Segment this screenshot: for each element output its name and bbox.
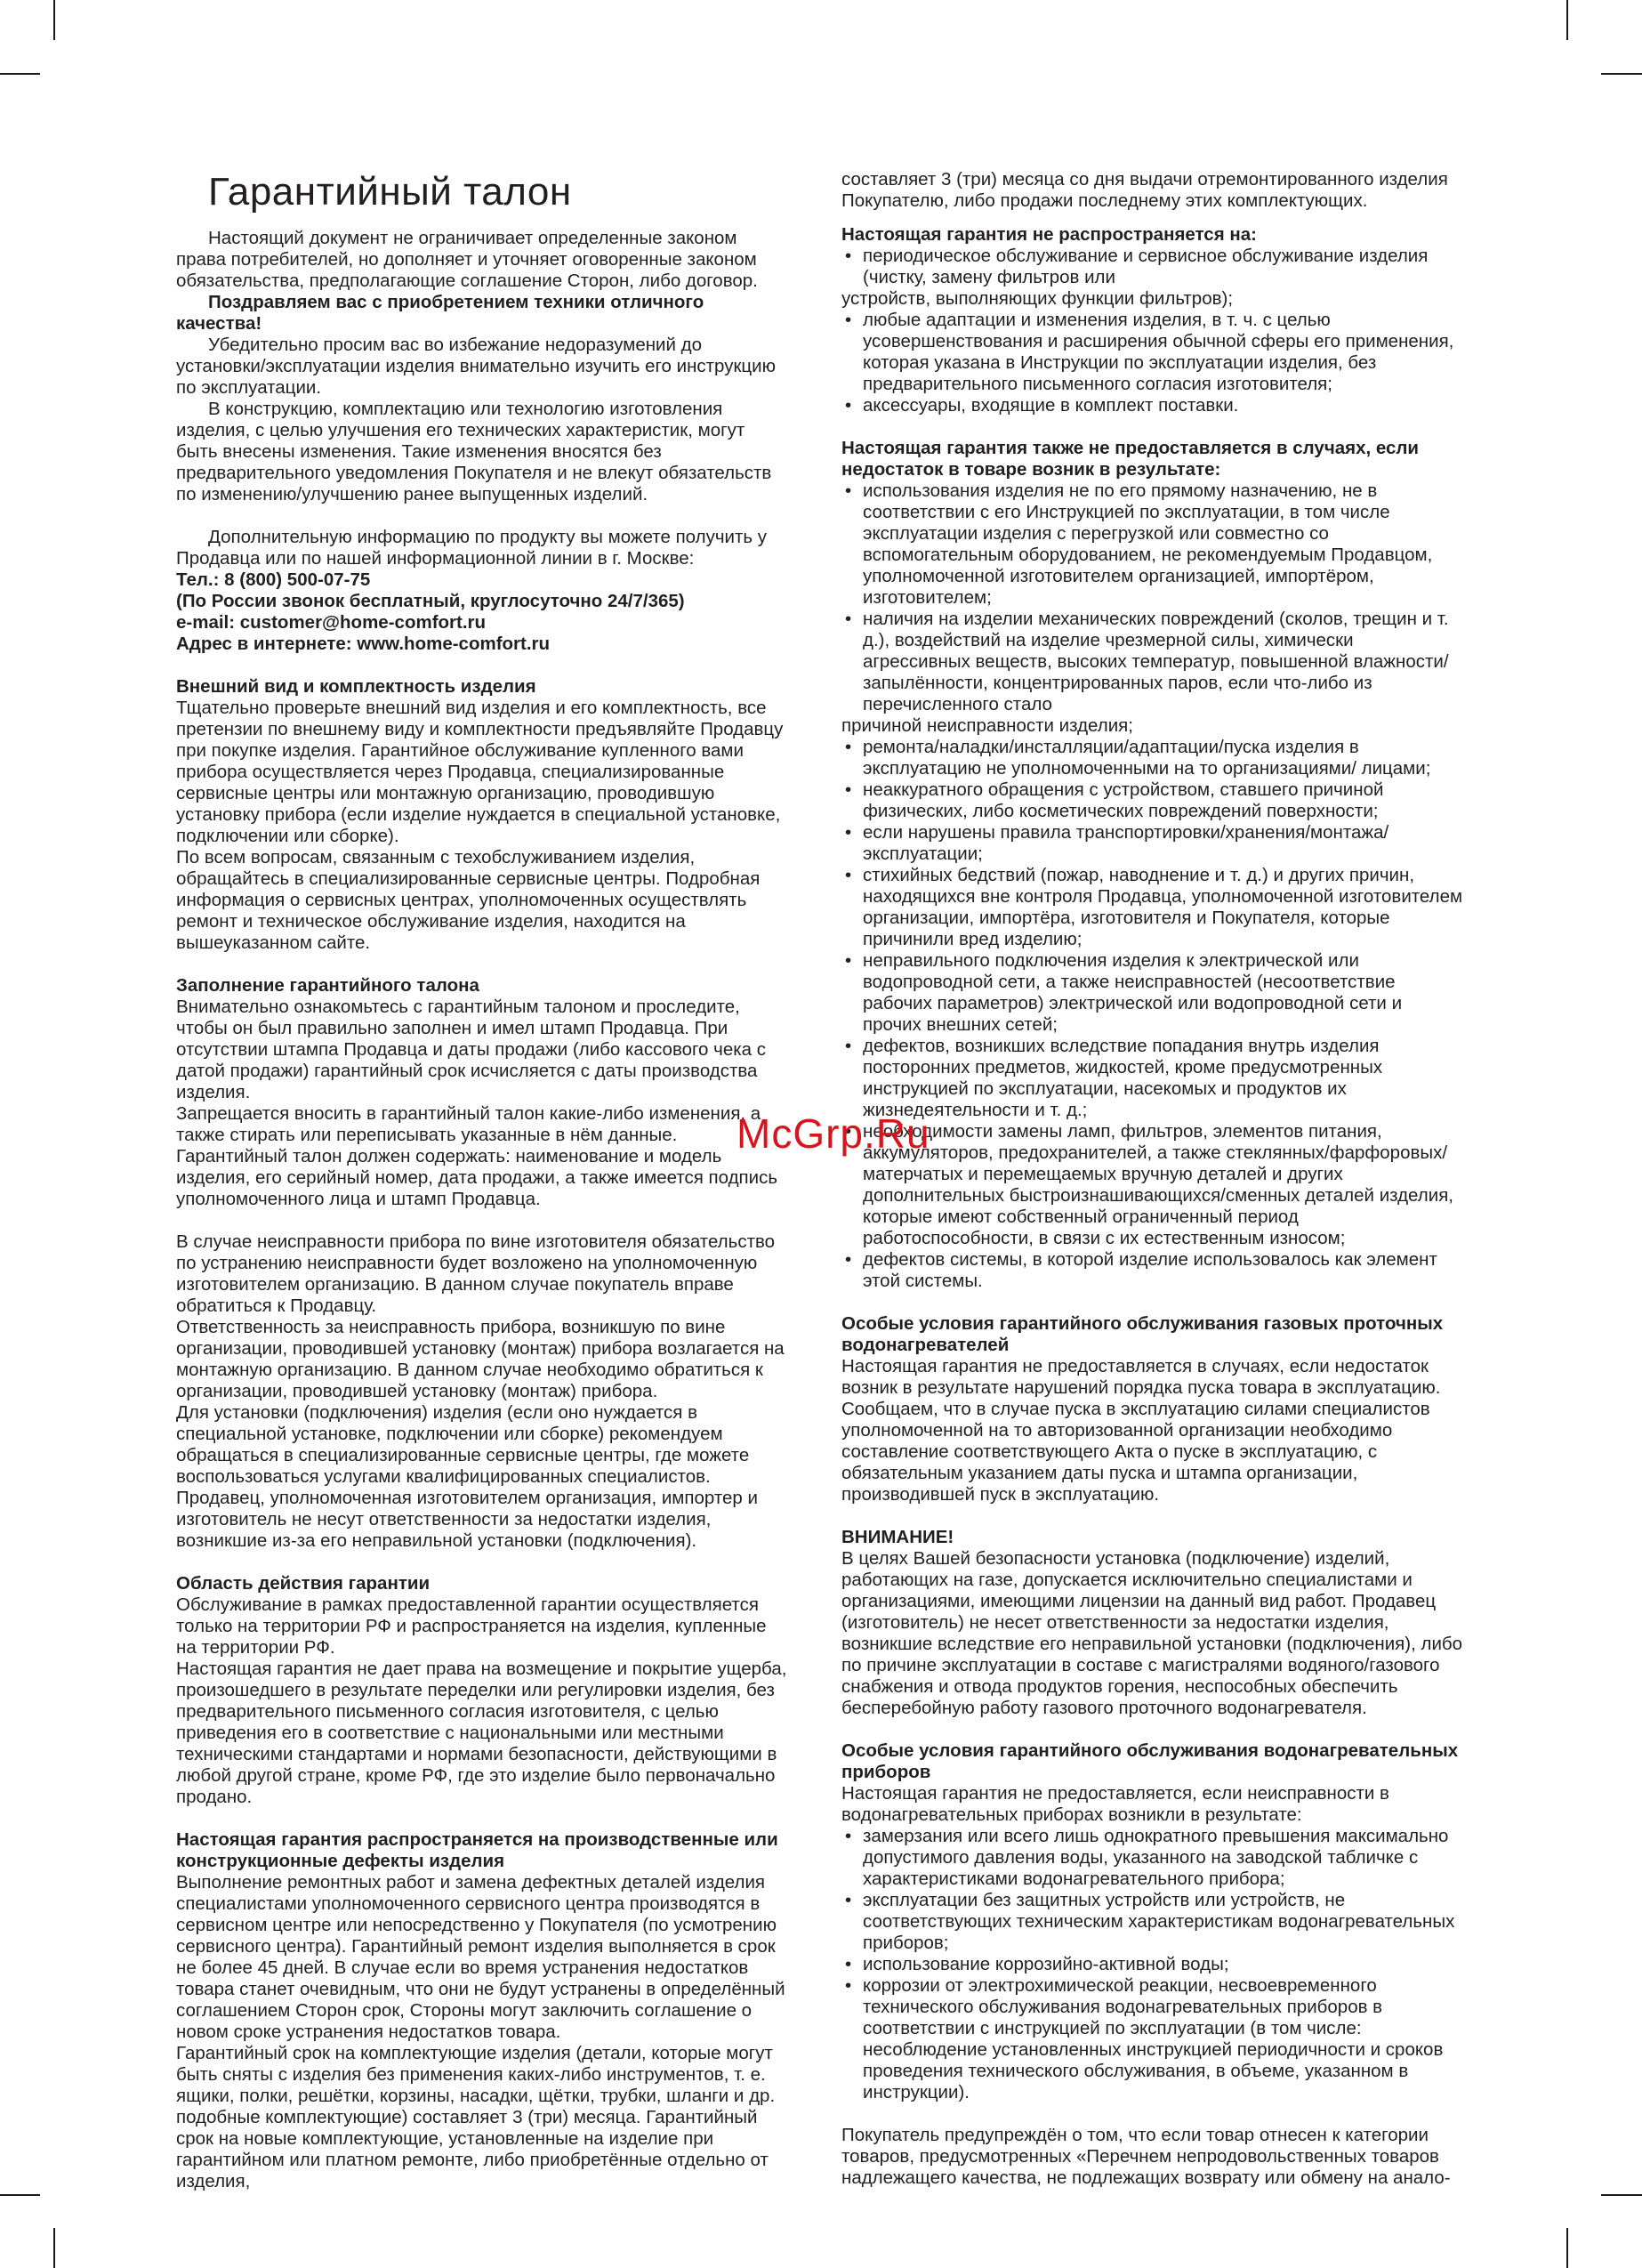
crop-mark — [0, 2194, 40, 2196]
section-paragraph: Для установки (подключения) изделия (если оно нуждается в специальной установке, подключении или сборке) рекомендуем обращаться в специализированные сервисные центры, где можете воспользоваться услугами квалифицированных специалистов. Продавец, уполномоченная изготовителем организация, импортер и изготовитель не несут ответственности за недостатки изделия, возникшие из-за его неправильной установки (подключения). — [176, 1402, 758, 1551]
list-item: • ремонта/наладки/инсталляции/адаптации/пуска изделия в эксплуатацию не уполномоченными на то организациями/ лицами; — [841, 737, 1464, 779]
section-paragraph: Настоящая гарантия не предоставляется, если неисправности в водонагревательных приборах возникли в результате: — [841, 1783, 1389, 1825]
list-item: • дефектов, возникших вследствие попадания внутрь изделия посторонних предметов, жидкостей, кроме предусмотренных инструкцией по эксплуатации, насекомых и продуктов их жизнедеятельности и т. д.; — [841, 1036, 1464, 1121]
section-paragraph: Покупатель предупреждён о том, что если товар отнесен к категории товаров, предусмотренных «Перечнем непродовольственных товаров надлежащего качества, не подлежащих возврату или обмену на анало- — [841, 2125, 1451, 2188]
section-paragraph: Гарантийный срок на комплектующие изделия (детали, которые могут быть сняты с изделия без применения каких-либо инструментов, т. е. ящики, полки, решётки, корзины, насадки, щётки, трубки, шланги и др. подобные комплектующие) составляет 3 (три) месяца. Гарантийный срок на новые комплектующие, установленные на изделие при гарантийном или платном ремонте, либо приобретённые отдельно от изделия, — [176, 2043, 776, 2191]
warning-heading: ВНИМАНИЕ! — [841, 1527, 954, 1547]
section-paragraph: Настоящая гарантия не предоставляется в случаях, если недостаток возник в результате нарушений порядка пуска товара в эксплуатацию. Сообщаем, что в случае пуска в эксплуатацию силами специалистов уполномоченной на то авторизованной организации необходимо составление соответствующего Акта о пуске в эксплуатацию, с обязательным указанием даты пуска и штампа организации, производившей пуск в эксплуатацию. — [841, 1356, 1441, 1505]
crop-mark — [0, 73, 40, 75]
section-paragraph: В целях Вашей безопасности установка (подключение) изделий, работающих на газе, допускается исключительно специалистами и организациями, имеющими лицензии на данный вид работ. Продавец (изготовитель) не несет ответственности за недостатки изделия, возникшие вследствие его неправильной установки (подключения), либо по причине эксплуатации в составе с магистралями водяного/газового снабжения и отвода продуктов горения, неспособных обеспечить бесперебойную работу газового проточного водонагревателя. — [841, 1548, 1463, 1718]
intro-paragraph: Убедительно просим вас во избежание недоразумений до установки/эксплуатации изделия внимательно изучить его инструкцию по эксплуатации. — [176, 335, 776, 398]
section-paragraph: В случае неисправности прибора по вине изготовителя обязательство по устранению неисправности будет возложено на уполномоченную изготовителем организацию. В данном случае покупатель вправе обратиться к Продавцу. — [176, 1231, 776, 1316]
bullet-list — [841, 246, 1464, 288]
list-item: • коррозии от электрохимической реакции, несвоевременного технического обслуживания водонагревательных приборов в соответствии с инструкцией по эксплуатации (в том числе: несоблюдение установленных инструкцией периодичности и сроков проведения технического обслуживания, в объеме, указанном в инструкции). — [841, 1975, 1464, 2103]
crop-mark — [53, 0, 55, 40]
section-paragraph: Настоящая гарантия не дает права на возмещение и покрытие ущерба, произошедшего в результате переделки или регулировки изделия, без предварительного письменного согласия изготовителя, с целью приведения его в соответствие с национальными или местными техническими стандартами и нормами безопасности, действующими в любой другой стране, кроме РФ, где это изделие было первоначально продано. — [176, 1659, 787, 1807]
section-paragraph: Тщательно проверьте внешний вид изделия и его комплектность, все претензии по внешнему виду и комплектности предъявляйте Продавцу при покупке изделия. Гарантийное обслуживание купленного вами прибора осуществляется через Продавца, специализированные сервисные центры или монтажную организацию, проводившую установку прибора (если изделие нуждается в специальной установке, подключении или сборке). — [176, 698, 784, 846]
congratulation-text: Поздравляем вас с приобретением техники отличного качества! — [176, 292, 704, 334]
list-item: • аксессуары, входящие в комплект поставки. — [841, 395, 1464, 416]
section-paragraph: Запрещается вносить в гарантийный талон какие-либо изменения, а также стирать или переписывать указанные в нём данные. Гарантийный талон должен содержать: наименование и модель изделия, его серийный номер, дата продажи, а также имеется подпись уполномоченного лица и штамп Продавца. — [176, 1103, 778, 1209]
crop-mark — [53, 2228, 55, 2268]
page-title: Гарантийный талон — [208, 170, 572, 214]
intro-paragraph: Настоящий документ не ограничивает определенные законом права потребителей, но дополняет и уточняет оговоренные законом обязательства, предполагающие соглашение Сторон, либо договор. — [176, 228, 758, 291]
section-paragraph: Ответственность за неисправность прибора, возникшую по вине организации, проводившей установку (монтаж) прибора возлагается на монтажную организацию. В данном случае необходимо обратиться к организации, проводившей установку (монтаж) прибора. — [176, 1317, 785, 1401]
phone-number: Тел.: 8 (800) 500-07-75 — [176, 569, 371, 590]
list-item: • стихийных бедствий (пожар, наводнение и т. д.) и других причин, находящихся вне контроля Продавца, уполномоченной изготовителем организации, импортёра, изготовителя и Покупателя, которые причинили вред изделию; — [841, 865, 1464, 950]
section-heading: Внешний вид и комплектность изделия — [176, 676, 536, 697]
list-item: • использования изделия не по его прямому назначению, не в соответствии с его Инструкцией по эксплуатации, в том числе эксплуатации изделия с перегрузкой или совместно со вспомогательным оборудованием, не рекомендуемым Продавцом, уполномоченной изготовителем организацией, импортёром, изготовителем; — [841, 480, 1464, 609]
section-paragraph: Обслуживание в рамках предоставленной гарантии осуществляется только на территории РФ и распространяется на изделия, купленные на территории РФ. — [176, 1594, 767, 1658]
list-item: • неправильного подключения изделия к электрической или водопроводной сети, а также неисправностей (несоответствие рабочих параметров) электрической или водопроводной сети и прочих внешних сетей; — [841, 950, 1464, 1036]
crop-mark — [1566, 0, 1568, 40]
left-column — [176, 169, 790, 2192]
section-paragraph: Внимательно ознакомьтесь с гарантийным талоном и проследите, чтобы он был правильно заполнен и имел штамп Продавца. При отсутствии штампа Продавца и даты продажи (либо кассового чека с датой продажи) гарантийный срок исчисляется с даты производства изделия. — [176, 997, 766, 1102]
section-heading: Настоящая гарантия не распространяется на: — [841, 224, 1257, 245]
list-item: • периодическое обслуживание и сервисное обслуживание изделия (чистку, замену фильтров или — [841, 246, 1464, 288]
section-heading: Область действия гарантии — [176, 1573, 431, 1594]
bullet-list — [841, 310, 1464, 416]
crop-mark — [1566, 2228, 1568, 2268]
section-heading: Настоящая гарантия распространяется на производственные или конструкционные дефекты изделия — [176, 1829, 778, 1871]
continued-paragraph: составляет 3 (три) месяца со дня выдачи отремонтированного изделия Покупателю, либо продажи последнему этих комплектующих. — [841, 169, 1448, 211]
list-item: • необходимости замены ламп, фильтров, элементов питания, аккумуляторов, предохранителей, а также стеклянных/фарфоровых/матерчатых и перемещаемых вручную деталей и других дополнительных быстроизнашивающихся/сменных деталей изделия, которые имеют собственный ограниченный период работоспособности, в связи с их естественным износом; — [841, 1121, 1464, 1249]
list-item: • использование коррозийно-активной воды; — [841, 1954, 1464, 1975]
section-heading: Заполнение гарантийного талона — [176, 975, 479, 996]
bullet-list — [841, 1826, 1464, 2103]
watermark: McGrp.Ru — [736, 1110, 930, 1157]
crop-mark — [1601, 73, 1642, 75]
section-heading: Настоящая гарантия также не предоставляется в случаях, если недостаток в товаре возник в результате: — [841, 438, 1420, 480]
website-address: Адрес в интернете: www.home-comfort.ru — [176, 634, 551, 654]
list-item: • дефектов системы, в которой изделие использовалось как элемент этой системы. — [841, 1249, 1464, 1292]
list-item: • любые адаптации и изменения изделия, в т. ч. с целью усовершенствования и расширения обычной сферы его применения, которая указана в Инструкции по эксплуатации изделия, без предварительного письменного согласия изготовителя; — [841, 310, 1464, 395]
intro-paragraph: В конструкцию, комплектацию или технологию изготовления изделия, с целью улучшения его технических характеристик, могут быть внесены изменения. Такие изменения вносятся без предварительного уведомления Покупателя и не влекут обязательств по изменению/улучшению ранее выпущенных изделий. — [176, 399, 772, 504]
list-item: • замерзания или всего лишь однократного превышения максимально допустимого давления воды, указанного на заводской табличке с характеристиками водонагревательного прибора; — [841, 1826, 1464, 1890]
bullet-list — [841, 480, 1464, 715]
phone-note: (По России звонок бесплатный, круглосуточно 24/7/365) — [176, 591, 685, 611]
list-continuation: причиной неисправности изделия; — [841, 715, 1133, 736]
crop-mark — [1601, 2194, 1642, 2196]
section-paragraph: По всем вопросам, связанным с техобслуживанием изделия, обращайтесь в специализированные сервисные центры. Подробная информация о сервисных центрах, уполномоченных осуществлять ремонт и техническое обслуживание изделия, находится на вышеуказанном сайте. — [176, 847, 761, 953]
section-heading: Особые условия гарантийного обслуживания водонагревательных приборов — [841, 1740, 1459, 1782]
email-address: e-mail: customer@home-comfort.ru — [176, 612, 487, 633]
list-item: • эксплуатации без защитных устройств или устройств, не соответствующих техническим характеристикам водонагревательных приборов; — [841, 1890, 1464, 1954]
bullet-list — [841, 737, 1464, 1292]
list-item: • наличия на изделии механических повреждений (сколов, трещин и т. д.), воздействий на изделие чрезмерной силы, химически агрессивных веществ, высоких температур, повышенной влажности/запылённости, концентрированных паров, если что-либо из перечисленного стало — [841, 609, 1464, 715]
info-paragraph: Дополнительную информацию по продукту вы можете получить у Продавца или по нашей информационной линии в г. Москве: — [176, 527, 767, 569]
section-paragraph: Выполнение ремонтных работ и замена дефектных деталей изделия специалистами уполномоченного сервисного центра производятся в сервисном центре или непосредственно у Покупателя (по усмотрению сервисного центра). Гарантийный ремонт изделия выполняется в срок не более 45 дней. В случае если во время устранения недостатков товара станет очевидным, что они не будут устранены в определённый соглашением Сторон срок, Стороны могут заключить соглашение о новом сроке устранения недостатков товара. — [176, 1872, 785, 2042]
right-column — [841, 169, 1464, 2189]
list-continuation: устройств, выполняющих функции фильтров); — [841, 288, 1234, 309]
section-heading: Особые условия гарантийного обслуживания газовых проточных водонагревателей — [841, 1313, 1444, 1355]
list-item: • неаккуратного обращения с устройством, ставшего причиной физических, либо косметических повреждений поверхности; — [841, 779, 1464, 822]
list-item: • если нарушены правила транспортировки/хранения/монтажа/эксплуатации; — [841, 822, 1464, 865]
